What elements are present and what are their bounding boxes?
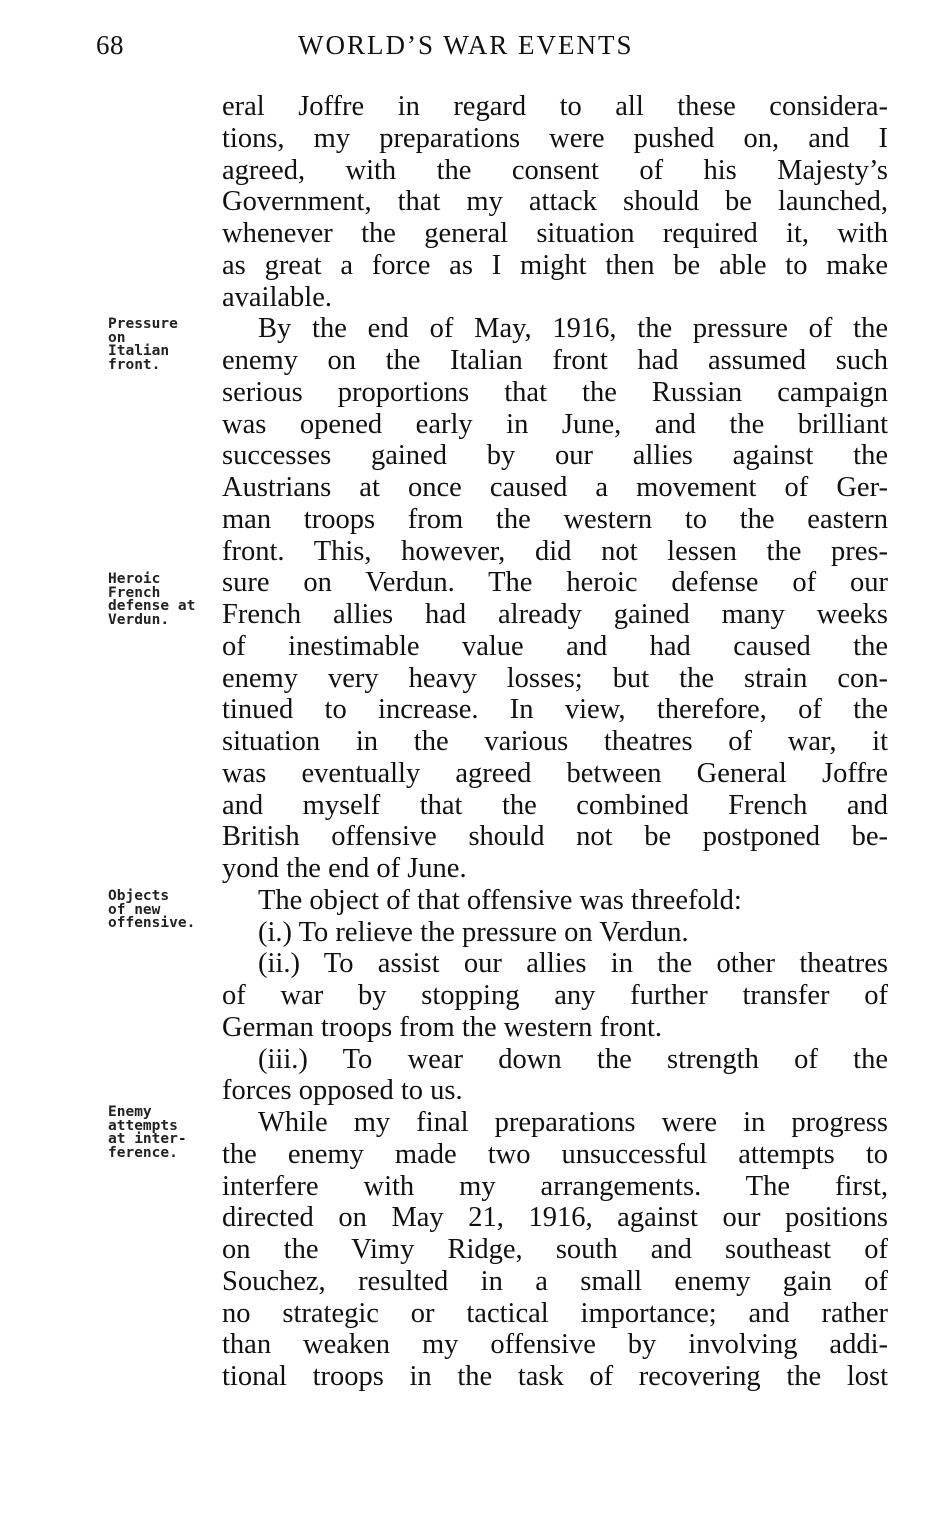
- text-line: situation in the various theatres of war, it: [222, 726, 888, 757]
- text-line: was eventually agreed between General Joffre: [222, 757, 888, 789]
- sidenote-enemy-interference: [108, 1106, 187, 1160]
- text-line: Government, that my attack should be launched,: [222, 186, 888, 218]
- text-line: By the end of May, 1916, the pressure of the: [258, 313, 888, 345]
- text-line: While my final preparations were in progress: [258, 1107, 888, 1138]
- text-line: Austrians at once caused a movement of Ger-: [222, 472, 888, 503]
- sidenote-line: Italian: [108, 343, 170, 359]
- text-line: whenever the general situation required it, with: [222, 218, 888, 249]
- text-line: British offensive should not be postponed be-: [222, 821, 888, 853]
- text-line: yond the end of June.: [222, 853, 467, 884]
- text-line: tinued to increase. In view, therefore, of the: [222, 694, 888, 726]
- text-line: tional troops in the task of recovering the lost: [222, 1361, 888, 1392]
- sidenote-objects-offensive: [108, 890, 195, 931]
- text-line: sure on Verdun. The heroic defense of our: [222, 567, 888, 599]
- sidenote-line: Pressure: [108, 316, 178, 332]
- text-line: front. This, however, did not lessen the pres-: [222, 535, 888, 567]
- sidenote-line: offensive.: [108, 915, 196, 931]
- text-line: on the Vimy Ridge, south and southeast of: [222, 1234, 888, 1265]
- sidenote-line: ference.: [108, 1144, 178, 1161]
- text-line: (iii.) To wear down the strength of the: [258, 1043, 888, 1075]
- text-line: and myself that the combined French and: [222, 789, 888, 821]
- text-line: (ii.) To assist our allies in the other theatres: [258, 948, 888, 980]
- sidenote-line: on: [108, 329, 126, 346]
- text-line: successes gained by our allies against the: [222, 440, 888, 472]
- text-line: French allies had already gained many weeks: [222, 599, 888, 630]
- text-line: enemy very heavy losses; but the strain con-: [222, 662, 888, 694]
- text-line: The object of that offensive was threefold:: [258, 884, 742, 916]
- text-line: German troops from the western front.: [222, 1011, 663, 1043]
- text-line: (i.) To relieve the pressure on Verdun.: [258, 916, 689, 948]
- page-number: 68: [96, 30, 124, 60]
- sidenote-line: Objects: [108, 888, 170, 904]
- text-line: of inestimable value and had caused the: [222, 630, 888, 662]
- text-line: man troops from the western to the eastern: [222, 503, 888, 535]
- sidenote-line: Verdun.: [108, 611, 170, 628]
- text-line: no strategic or tactical importance; and rather: [222, 1297, 888, 1329]
- running-head: WORLD’S WAR EVENTS: [298, 30, 634, 60]
- text-line: forces opposed to us.: [222, 1075, 463, 1107]
- text-line: enemy on the Italian front had assumed such: [222, 345, 888, 376]
- sidenote-line: front.: [108, 356, 161, 373]
- sidenote-line: at inter-: [108, 1131, 187, 1147]
- sidenote-line: of new: [108, 901, 161, 918]
- sidenote-italian-front: [108, 318, 178, 372]
- sidenote-line: Heroic: [108, 571, 161, 587]
- text-line: agreed, with the consent of his Majesty’s: [222, 154, 888, 186]
- sidenote-line: Enemy: [108, 1104, 152, 1120]
- text-line: of war by stopping any further transfer of: [222, 980, 888, 1011]
- text-line: than weaken my offensive by involving addi-: [222, 1329, 888, 1361]
- text-line: available.: [222, 281, 332, 313]
- sidenote-line: attempts: [108, 1117, 178, 1134]
- text-line: Souchez, resulted in a small enemy gain of: [222, 1265, 888, 1297]
- text-line: eral Joffre in regard to all these considera-: [222, 91, 888, 122]
- text-line: tions, my preparations were pushed on, and I: [222, 122, 888, 154]
- text-line: was opened early in June, and the brilliant: [222, 408, 888, 440]
- text-line: the enemy made two unsuccessful attempts to: [222, 1138, 888, 1170]
- body-text: [222, 91, 888, 1393]
- sidenote-verdun-defense: [108, 573, 195, 627]
- text-line: serious proportions that the Russian campaign: [222, 376, 888, 408]
- text-line: as great a force as I might then be able to make: [222, 249, 888, 281]
- text-line: interfere with my arrangements. The first,: [222, 1170, 888, 1202]
- sidenote-line: French: [108, 584, 161, 601]
- sidenote-line: defense at: [108, 598, 196, 614]
- text-line: directed on May 21, 1916, against our positions: [222, 1202, 888, 1234]
